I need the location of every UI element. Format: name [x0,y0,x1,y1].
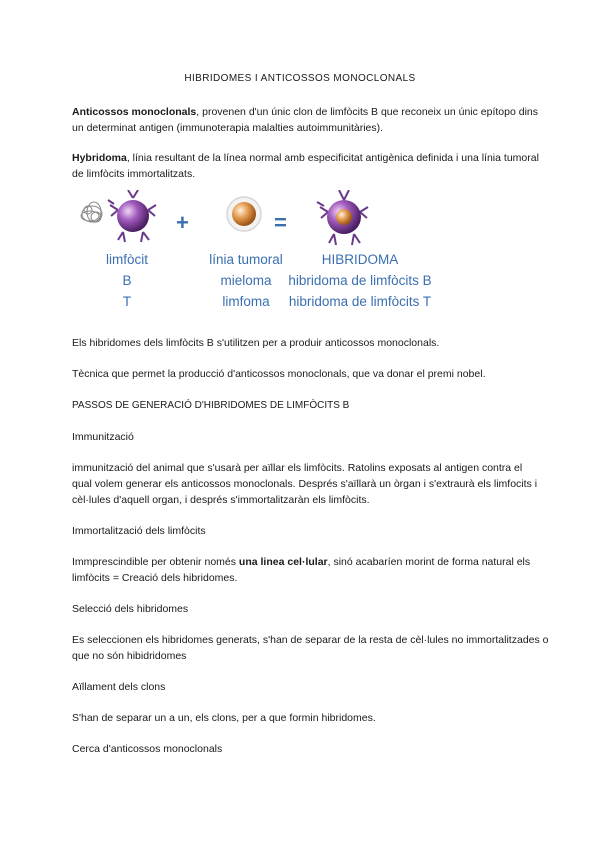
figure-cells [78,190,458,250]
hybridoma-cell-icon [317,190,368,245]
def2-term: Hybridoma [72,152,127,164]
figure-col3-row3: hibridoma de limfòcits T [288,294,432,309]
paragraph-1: Els hibridomes dels limfòcits B s'utilitzen per a produir anticossos monoclonals. [72,337,440,349]
figure-col3-row1: HIBRIDOMA [321,252,399,267]
def1-term: Anticossos monoclonals [72,106,197,118]
paragraph-2: Tècnica que permet la producció d'anticossos monoclonals, que va donar el premi nobel. [72,368,486,380]
def1-rest: , provenen d'un únic clon de limfòcits B que reconeix un únic epítopo dins [196,106,538,118]
figure-col1-row3: T [122,294,132,309]
step4-line1: S'han de separar un a un, els clons, per a que formin hibridomes. [72,712,376,724]
step2-bold: una linea cel·lular [238,556,328,568]
figure-col2-row3: limfoma [222,294,270,309]
def2-rest: , línia resultant de la línea normal amb especificitat antigènica definida i una línia tumoral [126,152,539,164]
def2-line2: de limfòcits immortalitzats. [72,168,196,180]
step2-line1 [72,555,530,570]
def1-line1 [72,105,538,120]
figure-col1-row1: limfòcit [105,252,148,267]
plus-sign: + [176,210,189,235]
step3-line1: Es seleccionen els hibridomes generats, s'han de separar de la resta de cèl·lules no immortalitzades o [72,634,549,646]
step3-line2: que no són hibidridomes [72,650,187,662]
step1-line3: cèl·lules d'aquell organ, i després s'immortalitzaràn els limfòcits. [72,494,370,506]
lymphocyte-cell-icon [108,190,156,242]
def1-line2: un determinat antigen (immunoterapia malalties autoimmunitàries). [72,122,384,134]
step1-title: Immunització [72,431,134,443]
hybridoma-figure [78,190,458,315]
figure-col2-row2: mieloma [220,273,272,288]
step3-title: Selecció dels hibridomes [72,603,189,615]
equals-sign: = [274,210,287,235]
step2-post: , sinó acabaríen morint de forma natural els [327,556,531,568]
figure-col2-row1: línia tumoral [209,252,283,267]
step1-line2: qual volem generar els anticossos monoclonals. Després s'aïllarà un òrgan i s'extraurà els limfocits i [72,478,538,490]
step5-title: Cerca d'anticossos monoclonals [72,743,223,755]
step2-pre: Immprescindible per obtenir només [72,556,239,568]
step2-line2: limfòcits = Creació dels hibridomes. [72,572,238,584]
def2-line1 [72,151,539,166]
dna-tangle-icon [81,202,102,222]
step1-line1: immunització del animal que s'usarà per aïllar els limfòcits. Ratolins exposats al antigen contra el [72,462,523,474]
figure-col1-row2: B [122,273,132,288]
step4-title: Aïllament dels clons [72,681,166,693]
tumor-cell-icon [227,197,261,231]
figure-col3-row2: hibridoma de limfòcits B [288,273,432,288]
page-title: HIBRIDOMES I ANTICOSSOS MONOCLONALS [184,73,416,84]
step2-title: Immortalització dels limfòcits [72,525,206,537]
steps-heading: PASSOS DE GENERACIÓ D'HIBRIDOMES DE LIMFÒCITS B [72,400,350,411]
